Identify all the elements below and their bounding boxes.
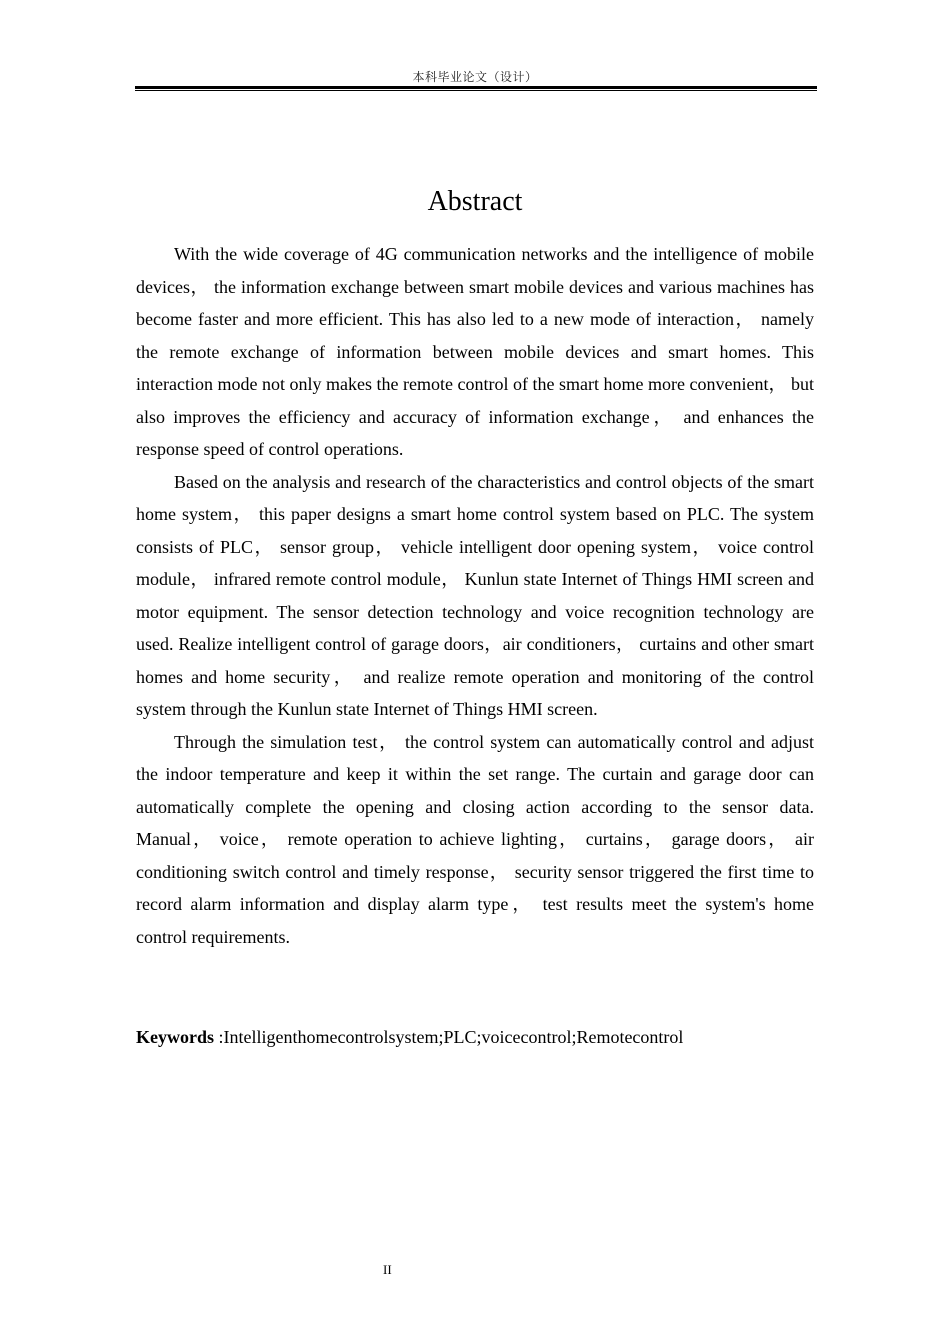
abstract-title: Abstract: [427, 186, 523, 217]
running-header-title: 本科毕业论文（设计）: [412, 70, 538, 84]
abstract-paragraph-1: With the wide coverage of 4G communication networks and the intelligence of mobile devices， the information exchange between smart mobile devices and various machines has become faster and more efficient. This has also led to a new mode of interaction， namely the remote exchange of information between mobile devices and smart homes. This interaction mode not only makes the remote control of the smart home more convenient， but also improves the efficiency and accuracy of information exchange， and enhances the response speed of control operations.: [136, 244, 814, 459]
header-rule-thin: [135, 90, 817, 91]
keywords-line: [136, 1022, 814, 1052]
header-rule: [135, 86, 817, 89]
abstract-paragraph-2: Based on the analysis and research of the characteristics and control objects of the smart home system， this paper designs a smart home control system based on PLC. The system consists of PLC， sensor group， vehicle intelligent door opening system， voice control module， infrared remote control module， Kunlun state Internet of Things HMI screen and motor equipment. The sensor detection technology and voice recognition technology are used. Realize intelligent control of garage doors，air conditioners， curtains and other smart homes and home security， and realize remote operation and monitoring of the control system through the Kunlun state Internet of Things HMI screen.: [136, 471, 814, 719]
abstract-body: [136, 238, 814, 953]
abstract-paragraph-3: Through the simulation test， the control system can automatically control and adjust the indoor temperature and keep it within the set range. The curtain and garage door can automatically complete the opening and closing action according to the sensor data. Manual， voice， remote operation to achieve lighting， curtains， garage doors， air conditioning switch control and timely response， security sensor triggered the first time to record alarm information and display alarm type， test results meet the system's home control requirements.: [136, 731, 814, 947]
keywords-value: Intelligenthomecontrolsystem;PLC;voicecontrol;Remotecontrol: [223, 1027, 684, 1047]
keywords-label: Keywords: [136, 1027, 214, 1047]
keywords-separator: :: [214, 1027, 224, 1047]
page-number: II: [383, 1262, 392, 1277]
